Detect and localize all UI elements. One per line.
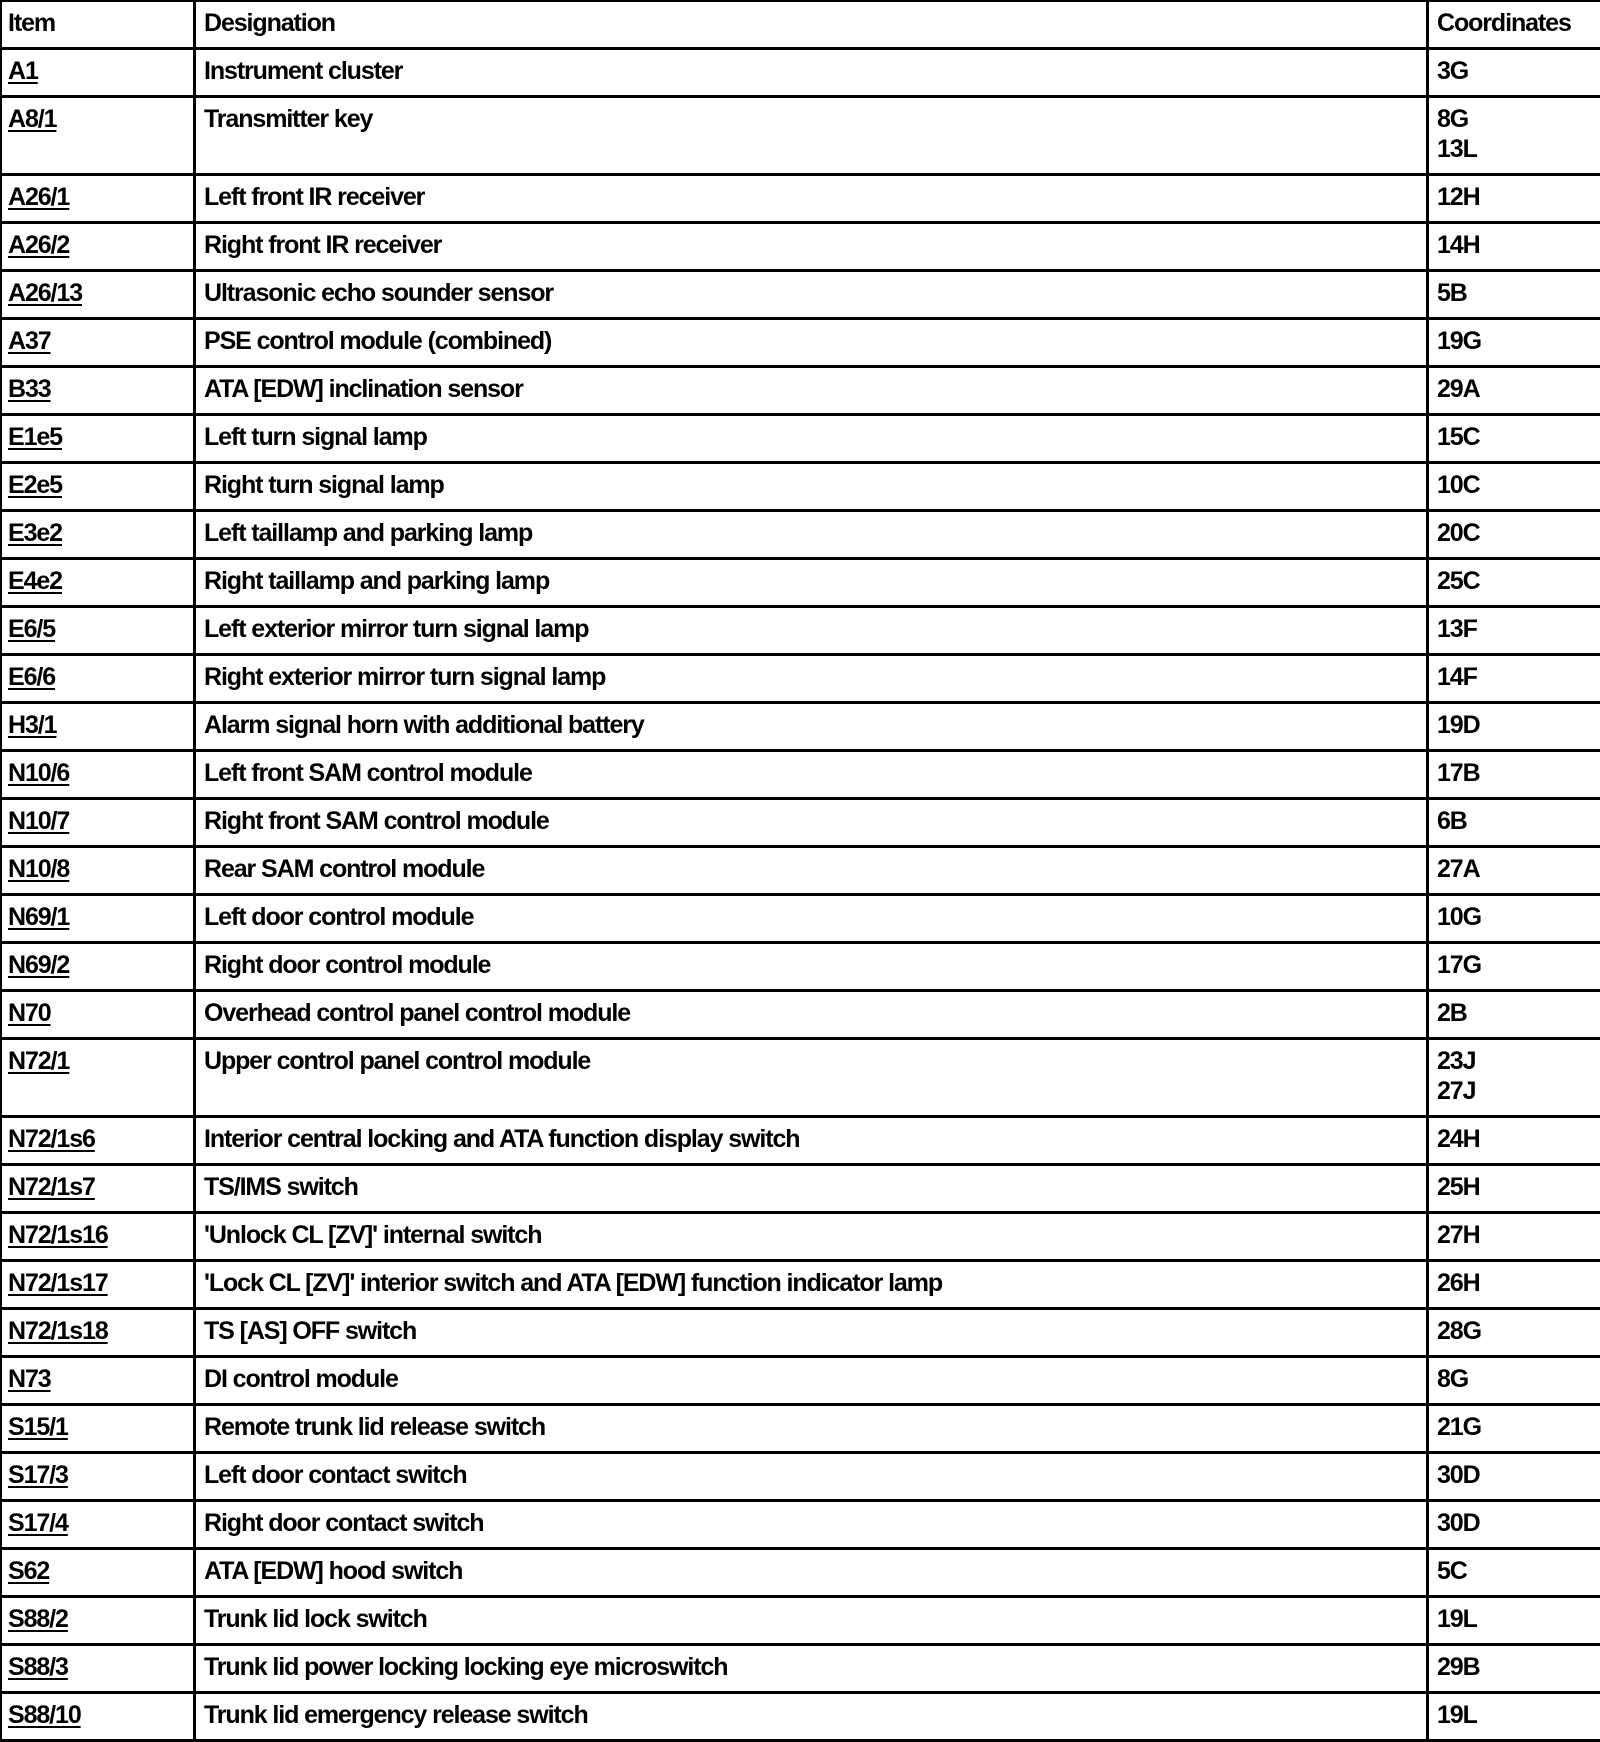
designation-cell: Left turn signal lamp (195, 415, 1428, 463)
coordinate-value: 8G (1437, 1364, 1596, 1394)
designation-cell: Trunk lid power locking locking eye microswitch (195, 1645, 1428, 1693)
designation-cell: Left exterior mirror turn signal lamp (195, 607, 1428, 655)
item-link[interactable]: A26/13 (8, 279, 82, 307)
item-link[interactable]: E6/6 (8, 663, 55, 691)
item-cell (1, 991, 195, 1039)
item-cell (1, 943, 195, 991)
coordinate-value: 6B (1437, 806, 1596, 836)
coordinate-value: 13L (1437, 134, 1596, 164)
item-link[interactable]: A26/1 (8, 183, 69, 211)
table-row (1, 1357, 1600, 1405)
coordinate-value: 8G (1437, 104, 1596, 134)
item-cell (1, 895, 195, 943)
item-cell (1, 1645, 195, 1693)
item-link[interactable]: S88/2 (8, 1605, 68, 1633)
coordinate-value: 3G (1437, 56, 1596, 86)
coordinate-value: 27J (1437, 1076, 1596, 1106)
designation-column-header: Designation (195, 1, 1428, 49)
coordinates-cell (1428, 97, 1600, 175)
item-cell (1, 175, 195, 223)
legend-rows (1, 49, 1600, 1741)
coordinates-cell (1428, 799, 1600, 847)
item-link[interactable]: E4e2 (8, 567, 62, 595)
table-row (1, 271, 1600, 319)
item-cell (1, 1549, 195, 1597)
coordinate-value: 20C (1437, 518, 1596, 548)
coordinate-value: 24H (1437, 1124, 1596, 1154)
coordinate-value: 27H (1437, 1220, 1596, 1250)
item-cell (1, 655, 195, 703)
table-row (1, 367, 1600, 415)
designation-cell: Transmitter key (195, 97, 1428, 175)
coordinates-cell (1428, 895, 1600, 943)
coordinate-value: 19L (1437, 1700, 1596, 1730)
coordinates-cell (1428, 1039, 1600, 1117)
coordinate-value: 2B (1437, 998, 1596, 1028)
item-cell (1, 559, 195, 607)
table-row (1, 415, 1600, 463)
coordinates-cell (1428, 607, 1600, 655)
item-link[interactable]: N69/1 (8, 903, 69, 931)
designation-cell: Instrument cluster (195, 49, 1428, 97)
item-column-header: Item (1, 1, 195, 49)
designation-cell: Left door contact switch (195, 1453, 1428, 1501)
item-link[interactable]: S17/4 (8, 1509, 68, 1537)
item-cell (1, 1597, 195, 1645)
table-row (1, 1165, 1600, 1213)
item-link[interactable]: N69/2 (8, 951, 69, 979)
coordinates-cell (1428, 1453, 1600, 1501)
coordinates-cell (1428, 1309, 1600, 1357)
item-cell (1, 367, 195, 415)
table-row (1, 463, 1600, 511)
designation-cell: Left front SAM control module (195, 751, 1428, 799)
table-row (1, 703, 1600, 751)
coordinates-cell (1428, 1117, 1600, 1165)
table-row (1, 1645, 1600, 1693)
item-cell (1, 607, 195, 655)
table-row (1, 847, 1600, 895)
item-link[interactable]: N70 (8, 999, 51, 1027)
item-cell (1, 415, 195, 463)
item-link[interactable]: N10/6 (8, 759, 69, 787)
item-link[interactable]: N72/1s7 (8, 1173, 95, 1201)
table-row (1, 1549, 1600, 1597)
table-row (1, 1405, 1600, 1453)
designation-cell: Left taillamp and parking lamp (195, 511, 1428, 559)
designation-cell: Trunk lid emergency release switch (195, 1693, 1428, 1741)
coordinate-value: 15C (1437, 422, 1596, 452)
coordinate-value: 27A (1437, 854, 1596, 884)
designation-cell: PSE control module (combined) (195, 319, 1428, 367)
item-link[interactable]: A1 (8, 57, 38, 85)
item-link[interactable]: S62 (8, 1557, 49, 1585)
designation-cell: Right front IR receiver (195, 223, 1428, 271)
item-cell (1, 1357, 195, 1405)
item-cell (1, 1405, 195, 1453)
coordinates-cell (1428, 1501, 1600, 1549)
item-cell (1, 751, 195, 799)
table-row (1, 943, 1600, 991)
table-row (1, 559, 1600, 607)
item-cell (1, 271, 195, 319)
coordinates-cell (1428, 463, 1600, 511)
coordinate-value: 5B (1437, 278, 1596, 308)
table-row (1, 1501, 1600, 1549)
item-link[interactable]: N72/1 (8, 1047, 69, 1075)
coordinate-value: 30D (1437, 1508, 1596, 1538)
designation-cell: Right door contact switch (195, 1501, 1428, 1549)
item-cell (1, 1453, 195, 1501)
coordinates-cell (1428, 319, 1600, 367)
item-link[interactable]: E2e5 (8, 471, 62, 499)
designation-cell: Right turn signal lamp (195, 463, 1428, 511)
item-link[interactable]: N72/1s18 (8, 1317, 108, 1345)
coordinate-value: 21G (1437, 1412, 1596, 1442)
coordinate-value: 28G (1437, 1316, 1596, 1346)
coordinate-value: 13F (1437, 614, 1596, 644)
designation-cell: 'Unlock CL [ZV]' internal switch (195, 1213, 1428, 1261)
item-cell (1, 223, 195, 271)
coordinates-cell (1428, 1357, 1600, 1405)
coordinates-cell (1428, 751, 1600, 799)
table-row (1, 607, 1600, 655)
table-row (1, 223, 1600, 271)
item-cell (1, 1309, 195, 1357)
item-link[interactable]: E6/5 (8, 615, 55, 643)
coordinate-value: 17G (1437, 950, 1596, 980)
item-link[interactable]: H3/1 (8, 711, 56, 739)
item-link[interactable]: A26/2 (8, 231, 69, 259)
coordinates-cell (1428, 703, 1600, 751)
coordinates-cell (1428, 415, 1600, 463)
table-row (1, 1039, 1600, 1117)
coordinate-value: 23J (1437, 1046, 1596, 1076)
coordinate-value: 10C (1437, 470, 1596, 500)
designation-cell: Left front IR receiver (195, 175, 1428, 223)
item-cell (1, 1693, 195, 1741)
designation-cell: Interior central locking and ATA function display switch (195, 1117, 1428, 1165)
coordinates-cell (1428, 1165, 1600, 1213)
coordinates-cell (1428, 1645, 1600, 1693)
item-cell (1, 799, 195, 847)
coordinate-value: 26H (1437, 1268, 1596, 1298)
coordinate-value: 25C (1437, 566, 1596, 596)
coordinates-cell (1428, 49, 1600, 97)
table-row (1, 175, 1600, 223)
coordinates-cell (1428, 1405, 1600, 1453)
item-link[interactable]: E3e2 (8, 519, 62, 547)
table-row (1, 1453, 1600, 1501)
table-row (1, 1117, 1600, 1165)
coordinate-value: 19D (1437, 710, 1596, 740)
coordinates-cell (1428, 271, 1600, 319)
coordinates-cell (1428, 1597, 1600, 1645)
item-link[interactable]: S88/3 (8, 1653, 68, 1681)
item-cell (1, 1261, 195, 1309)
designation-cell: TS [AS] OFF switch (195, 1309, 1428, 1357)
coordinate-value: 14F (1437, 662, 1596, 692)
table-row (1, 1261, 1600, 1309)
coordinate-value: 25H (1437, 1172, 1596, 1202)
table-row (1, 1309, 1600, 1357)
coordinates-cell (1428, 1261, 1600, 1309)
coordinates-cell (1428, 991, 1600, 1039)
item-cell (1, 1039, 195, 1117)
coordinate-value: 19G (1437, 326, 1596, 356)
coordinate-value: 10G (1437, 902, 1596, 932)
item-link[interactable]: N10/7 (8, 807, 69, 835)
item-cell (1, 703, 195, 751)
designation-cell: Right exterior mirror turn signal lamp (195, 655, 1428, 703)
table-row (1, 991, 1600, 1039)
table-row (1, 751, 1600, 799)
designation-cell: Ultrasonic echo sounder sensor (195, 271, 1428, 319)
coordinates-cell (1428, 175, 1600, 223)
item-cell (1, 1213, 195, 1261)
coordinate-value: 17B (1437, 758, 1596, 788)
coordinates-cell (1428, 1693, 1600, 1741)
designation-cell: Right taillamp and parking lamp (195, 559, 1428, 607)
designation-cell: Right door control module (195, 943, 1428, 991)
designation-cell: Overhead control panel control module (195, 991, 1428, 1039)
item-cell (1, 319, 195, 367)
item-cell (1, 1501, 195, 1549)
item-cell (1, 97, 195, 175)
table-row (1, 895, 1600, 943)
table-row (1, 799, 1600, 847)
item-cell (1, 1165, 195, 1213)
table-row (1, 511, 1600, 559)
designation-cell: Right front SAM control module (195, 799, 1428, 847)
item-cell (1, 1117, 195, 1165)
designation-cell: Upper control panel control module (195, 1039, 1428, 1117)
coordinate-value: 14H (1437, 230, 1596, 260)
coordinates-cell (1428, 655, 1600, 703)
item-cell (1, 463, 195, 511)
coordinates-cell (1428, 943, 1600, 991)
table-row (1, 49, 1600, 97)
item-link[interactable]: N73 (8, 1365, 51, 1393)
designation-cell: ATA [EDW] hood switch (195, 1549, 1428, 1597)
item-link[interactable]: N72/1s16 (8, 1221, 108, 1249)
designation-cell: TS/IMS switch (195, 1165, 1428, 1213)
item-cell (1, 49, 195, 97)
coordinates-cell (1428, 847, 1600, 895)
coordinate-value: 29B (1437, 1652, 1596, 1682)
item-link[interactable]: S17/3 (8, 1461, 68, 1489)
item-link[interactable]: S15/1 (8, 1413, 68, 1441)
coordinate-value: 29A (1437, 374, 1596, 404)
designation-cell: 'Lock CL [ZV]' interior switch and ATA [EDW] function indicator lamp (195, 1261, 1428, 1309)
item-link[interactable]: N72/1s17 (8, 1269, 108, 1297)
header-row (1, 1, 1600, 49)
designation-cell: Left door control module (195, 895, 1428, 943)
coordinates-cell (1428, 1213, 1600, 1261)
item-link[interactable]: S88/10 (8, 1701, 81, 1729)
item-link[interactable]: E1e5 (8, 423, 62, 451)
coordinates-cell (1428, 511, 1600, 559)
designation-cell: Remote trunk lid release switch (195, 1405, 1428, 1453)
coordinates-cell (1428, 559, 1600, 607)
table-row (1, 1693, 1600, 1741)
coordinate-value: 5C (1437, 1556, 1596, 1586)
coordinate-value: 30D (1437, 1460, 1596, 1490)
item-link[interactable]: B33 (8, 375, 51, 403)
designation-cell: Trunk lid lock switch (195, 1597, 1428, 1645)
item-link[interactable]: N10/8 (8, 855, 69, 883)
item-link[interactable]: A8/1 (8, 105, 56, 133)
item-link[interactable]: N72/1s6 (8, 1125, 95, 1153)
coordinate-value: 19L (1437, 1604, 1596, 1634)
designation-cell: Rear SAM control module (195, 847, 1428, 895)
item-link[interactable]: A37 (8, 327, 51, 355)
item-cell (1, 511, 195, 559)
coordinates-cell (1428, 223, 1600, 271)
table-row (1, 1213, 1600, 1261)
coordinate-value: 12H (1437, 182, 1596, 212)
table-row (1, 319, 1600, 367)
table-row (1, 1597, 1600, 1645)
designation-cell: Alarm signal horn with additional battery (195, 703, 1428, 751)
coordinates-column-header: Coordinates (1428, 1, 1600, 49)
table-row (1, 655, 1600, 703)
table-row (1, 97, 1600, 175)
designation-cell: ATA [EDW] inclination sensor (195, 367, 1428, 415)
coordinates-cell (1428, 1549, 1600, 1597)
coordinates-cell (1428, 367, 1600, 415)
item-cell (1, 847, 195, 895)
designation-cell: DI control module (195, 1357, 1428, 1405)
